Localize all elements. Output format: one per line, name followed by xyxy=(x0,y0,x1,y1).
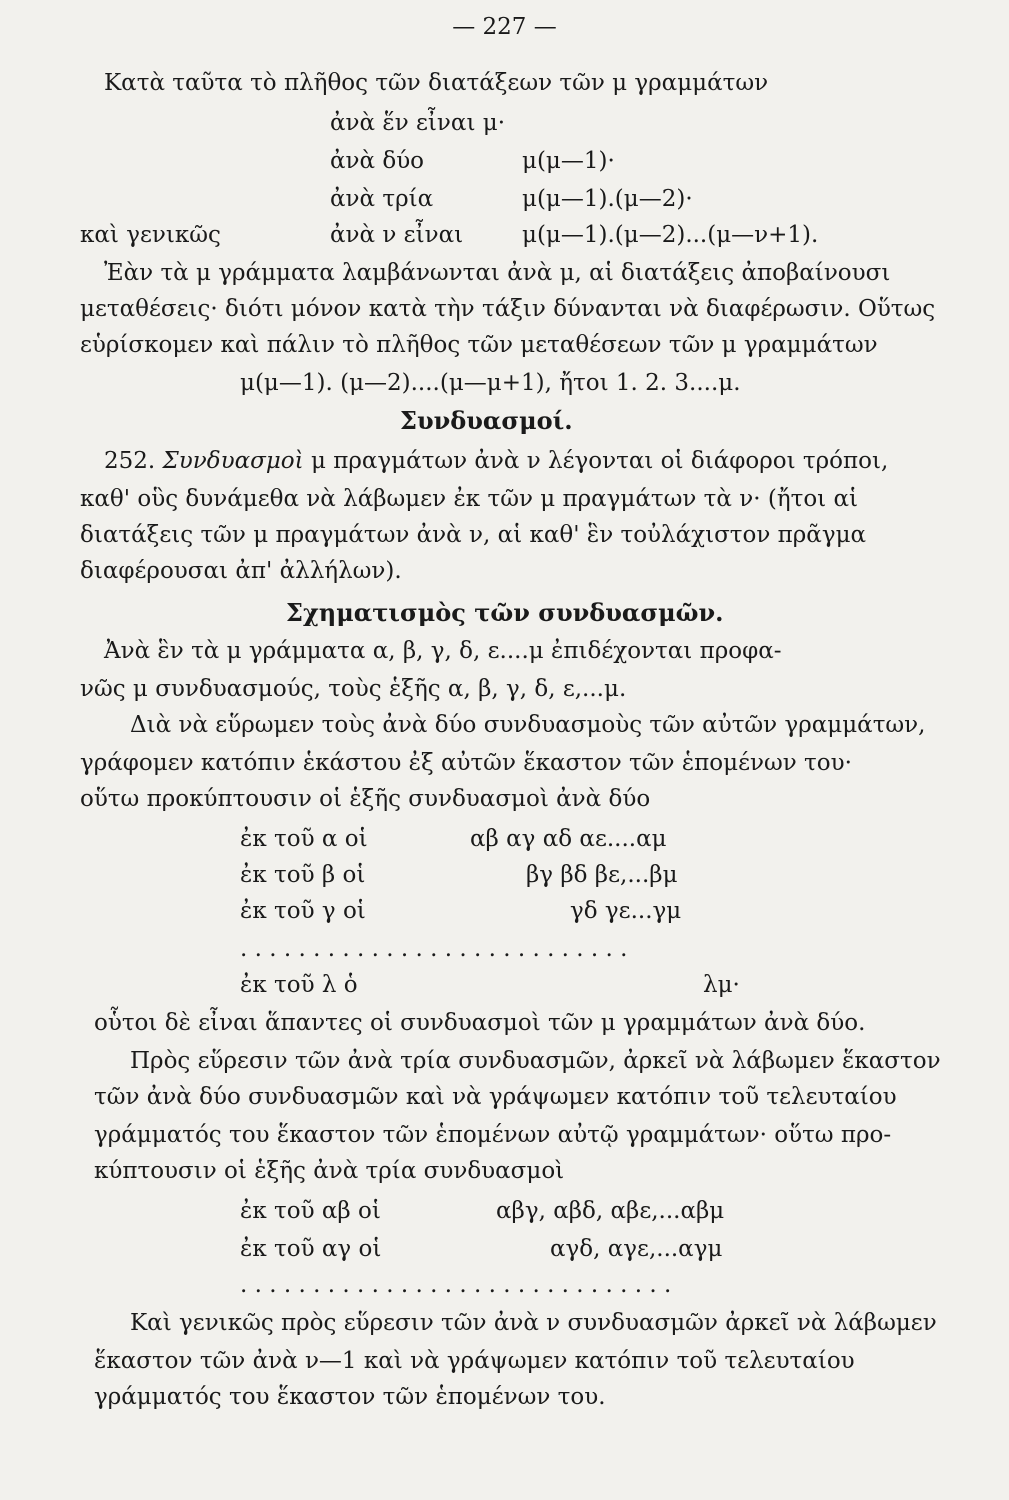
paragraph-number: 252. xyxy=(104,448,156,474)
paragraph-line: εὑρίσκομεν καὶ πάλιν τὸ πλῆθος τῶν μεταθέσεων τῶν μ γραμμάτων xyxy=(80,332,878,358)
intro-row-label: ἀνὰ ἕν εἶναι μ· xyxy=(330,110,506,136)
intro-line: Κατὰ ταῦτα τὸ πλῆθος τῶν διατάξεων τῶν μ γραμμάτων xyxy=(104,70,769,96)
paragraph-line: ἕκαστον τῶν ἀνὰ ν—1 καὶ νὰ γράψωμεν κατόπιν τοῦ τελευταίου xyxy=(94,1348,855,1374)
intro-row-value: μ(μ—1).(μ—2)...(μ—ν+1). xyxy=(522,222,819,248)
paragraph-line: κύπτουσιν οἱ ἑξῆς ἀνὰ τρία συνδυασμοὶ xyxy=(94,1158,565,1184)
intro-row-value: μ(μ—1).(μ—2)· xyxy=(522,186,693,212)
paragraph-line: γράμματός του ἕκαστον τῶν ἑπομένων αὐτῷ γραμμάτων· οὕτω προ- xyxy=(94,1122,892,1148)
section-heading: Συνδυασμοί. xyxy=(400,406,573,435)
paragraph-line: οὗτοι δὲ εἶναι ἅπαντες οἱ συνδυασμοὶ τῶν μ γραμμάτων ἀνὰ δύο. xyxy=(94,1010,866,1036)
pair-source: ἐκ τοῦ α οἱ xyxy=(240,826,368,852)
triple-source: ἐκ τοῦ αγ οἱ xyxy=(240,1236,382,1262)
paragraph-line: γράφομεν κατόπιν ἑκάστου ἐξ αὐτῶν ἕκαστον τῶν ἑπομένων του· xyxy=(80,750,852,776)
paragraph-line: διαφέρουσαι ἀπ' ἀλλήλων). xyxy=(80,558,402,584)
paragraph-line: Διὰ νὰ εὕρωμεν τοὺς ἀνὰ δύο συνδυασμοὺς τῶν αὐτῶν γραμμάτων, xyxy=(130,712,926,738)
paragraph-line: Ἐὰν τὰ μ γράμματα λαμβάνωνται ἀνὰ μ, αἱ διατάξεις ἀποβαίνουσι xyxy=(104,260,891,286)
pair-source: ἐκ τοῦ γ οἱ xyxy=(240,898,366,924)
intro-row-label: ἀνὰ τρία xyxy=(330,186,434,212)
paragraph-text: μ πραγμάτων ἀνὰ ν λέγονται οἱ διάφοροι τρόποι, xyxy=(310,448,889,474)
ellipsis-row: . . . . . . . . . . . . . . . . . . . . . . . . . . . xyxy=(240,936,628,962)
triple-list: αβγ, αβδ, αβε,...αβμ xyxy=(496,1198,725,1224)
ellipsis-row: . . . . . . . . . . . . . . . . . . . . . . . . . . . . . . xyxy=(240,1272,672,1298)
defined-term: Συνδυασμοὶ xyxy=(162,448,304,474)
intro-row-prefix: καὶ γενικῶς xyxy=(80,222,221,248)
page-number: — 227 — xyxy=(452,14,557,40)
intro-row-label: ἀνὰ δύο xyxy=(330,148,425,174)
paragraph-line: νῶς μ συνδυασμούς, τοὺς ἑξῆς α, β, γ, δ, ε,...μ. xyxy=(80,676,627,702)
triple-source: ἐκ τοῦ αβ οἱ xyxy=(240,1198,381,1224)
paragraph-line: Ἀνὰ ἓν τὰ μ γράμματα α, β, γ, δ, ε....μ ἐπιδέχονται προφα- xyxy=(104,638,782,664)
intro-row-value: μ(μ—1)· xyxy=(522,148,615,174)
paragraph-line: γράμματός του ἕκαστον τῶν ἑπομένων του. xyxy=(94,1384,606,1410)
pair-source: ἐκ τοῦ β οἱ xyxy=(240,862,366,888)
paragraph-line: τῶν ἀνὰ δύο συνδυασμῶν καὶ νὰ γράψωμεν κατόπιν τοῦ τελευταίου xyxy=(94,1084,897,1110)
paragraph-line: μεταθέσεις· διότι μόνον κατὰ τὴν τάξιν δύνανται νὰ διαφέρωσιν. Οὕτως xyxy=(80,296,936,322)
pair-list: γδ γε...γμ xyxy=(570,898,682,924)
intro-row-label: ἀνὰ ν εἶναι xyxy=(330,222,464,248)
paragraph-line xyxy=(104,446,888,476)
section-heading: Σχηματισμὸς τῶν συνδυασμῶν. xyxy=(286,598,724,627)
pair-list: βγ βδ βε,...βμ xyxy=(526,862,678,888)
paragraph-line: οὕτω προκύπτουσιν οἱ ἑξῆς συνδυασμοὶ ἀνὰ δύο xyxy=(80,786,651,812)
formula-line: μ(μ—1). (μ—2)....(μ—μ+1), ἤτοι 1. 2. 3....μ. xyxy=(240,370,741,396)
paragraph-line: διατάξεις τῶν μ πραγμάτων ἀνὰ ν, αἱ καθ' ἓν τοὐλάχιστον πρᾶγμα xyxy=(80,522,867,548)
triple-list: αγδ, αγε,...αγμ xyxy=(550,1236,723,1262)
paragraph-line: Καὶ γενικῶς πρὸς εὕρεσιν τῶν ἀνὰ ν συνδυασμῶν ἀρκεῖ νὰ λάβωμεν xyxy=(130,1310,937,1336)
pair-list: λμ· xyxy=(703,972,740,998)
pair-source: ἐκ τοῦ λ ὁ xyxy=(240,972,358,998)
pair-list: αβ αγ αδ αε....αμ xyxy=(470,826,667,852)
paragraph-line: Πρὸς εὕρεσιν τῶν ἀνὰ τρία συνδυασμῶν, ἀρκεῖ νὰ λάβωμεν ἕκαστον xyxy=(130,1048,941,1074)
paragraph-line: καθ' οὓς δυνάμεθα νὰ λάβωμεν ἐκ τῶν μ πραγμάτων τὰ ν· (ἤτοι αἱ xyxy=(80,486,859,512)
